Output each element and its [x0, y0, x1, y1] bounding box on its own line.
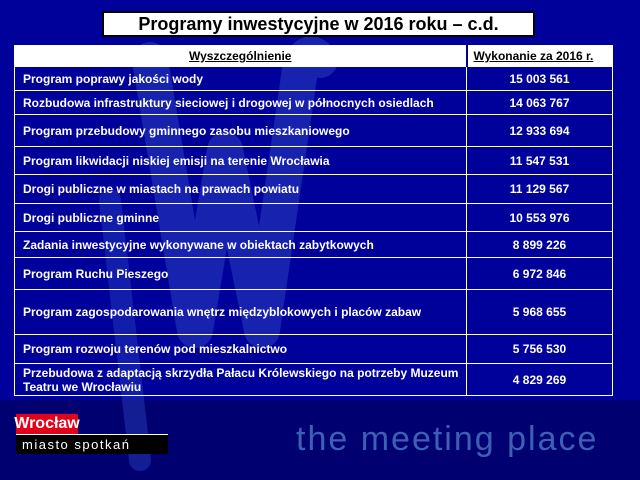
row-name: Program poprawy jakości wody — [15, 67, 467, 91]
row-value: 11 547 531 — [467, 147, 613, 175]
investment-programs-table — [14, 45, 613, 396]
wroclaw-logo — [16, 414, 168, 454]
table-header-row — [15, 46, 613, 67]
row-name: Zadania inwestycyjne wykonywane w obiektach zabytkowych — [15, 232, 467, 258]
table-row — [15, 232, 613, 258]
table-row — [15, 335, 613, 364]
row-name: Przebudowa z adaptacją skrzydła Pałacu Królewskiego na potrzeby Muzeum Teatru we Wrocławiu — [15, 364, 467, 396]
row-name: Program Ruchu Pieszego — [15, 258, 467, 290]
row-value: 10 553 976 — [467, 204, 613, 232]
row-value: 5 968 655 — [467, 290, 613, 335]
page-title: Programy inwestycyjne w 2016 roku – c.d. — [102, 11, 535, 37]
row-name: Rozbudowa infrastruktury sieciowej i drogowej w północnych osiedlach — [15, 91, 467, 115]
table-row — [15, 115, 613, 147]
column-header-description: Wyszczególnienie — [15, 46, 467, 67]
column-header-execution: Wykonanie za 2016 r. — [467, 46, 613, 67]
row-name: Program przebudowy gminnego zasobu mieszkaniowego — [15, 115, 467, 147]
row-value: 4 829 269 — [467, 364, 613, 396]
row-value: 6 972 846 — [467, 258, 613, 290]
row-name: Program likwidacji niskiej emisji na terenie Wrocławia — [15, 147, 467, 175]
row-name: Drogi publiczne gminne — [15, 204, 467, 232]
logo-city-name: Wrocław — [14, 415, 80, 432]
logo-tagline: miasto spotkań — [16, 434, 168, 454]
table-row — [15, 204, 613, 232]
row-value: 5 756 530 — [467, 335, 613, 364]
table-row — [15, 175, 613, 204]
table-row — [15, 147, 613, 175]
slogan: the meeting place — [296, 420, 599, 458]
row-value: 15 003 561 — [467, 67, 613, 91]
table-row — [15, 258, 613, 290]
row-value: 8 899 226 — [467, 232, 613, 258]
row-name: Program zagospodarowania wnętrz międzyblokowych i placów zabaw — [15, 290, 467, 335]
row-value: 14 063 767 — [467, 91, 613, 115]
row-value: 11 129 567 — [467, 175, 613, 204]
table-row — [15, 290, 613, 335]
row-value: 12 933 694 — [467, 115, 613, 147]
row-name: Program rozwoju terenów pod mieszkalnictwo — [15, 335, 467, 364]
table-row — [15, 91, 613, 115]
table-row — [15, 364, 613, 396]
table-row — [15, 67, 613, 91]
row-name: Drogi publiczne w miastach na prawach powiatu — [15, 175, 467, 204]
